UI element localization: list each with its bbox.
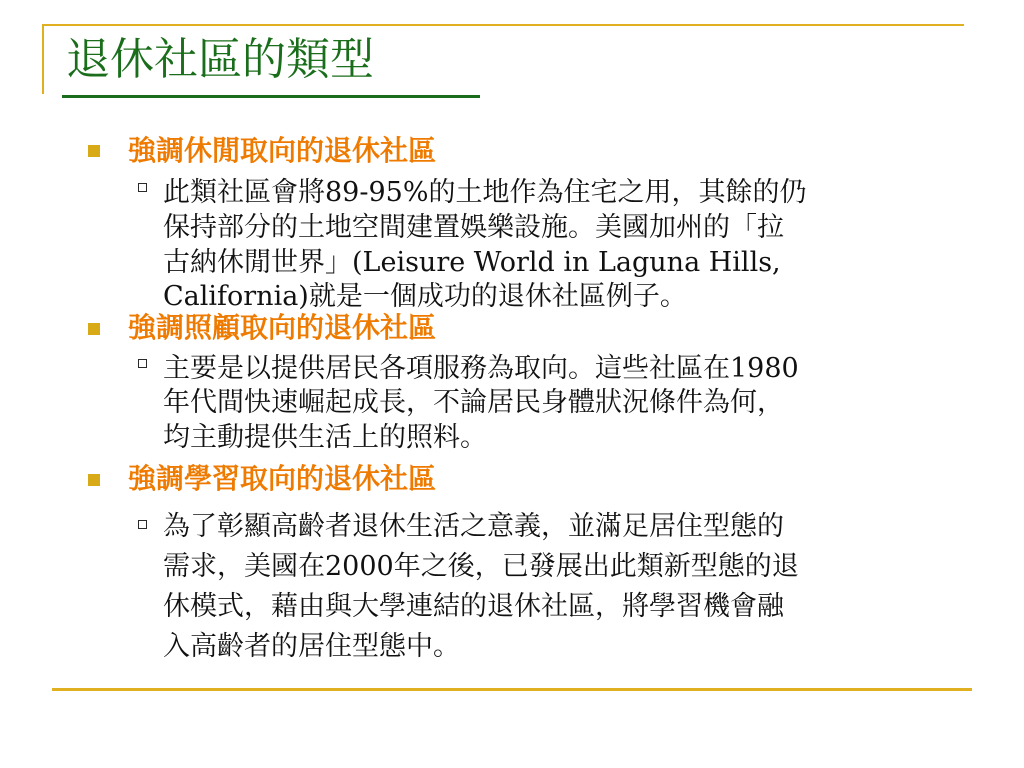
- section-text-line: 為了彰顯高齡者退休生活之意義，並滿足居住型態的: [163, 511, 784, 542]
- section-text-line: 年代間快速崛起成長，不論居民身體狀況條件為何，: [163, 387, 784, 418]
- section-text-line: 保持部分的土地空間建置娛樂設施。美國加州的「拉: [163, 212, 784, 243]
- section-text-line: 古納休閒世界」(Leisure World in Laguna Hills,: [163, 247, 781, 278]
- square-bullet-icon: [88, 323, 100, 335]
- section-text-line: 入高齡者的居住型態中。: [163, 631, 460, 662]
- section-text-line: California)就是一個成功的退休社區例子。: [163, 281, 687, 312]
- hollow-square-bullet-icon: [138, 359, 147, 368]
- section-heading: 強調照顧取向的退休社區: [128, 311, 437, 344]
- square-bullet-icon: [88, 145, 100, 157]
- bottom-border-line: [52, 688, 972, 691]
- section-heading: 強調休閒取向的退休社區: [128, 134, 437, 167]
- section-text-line: 主要是以提供居民各項服務為取向。這些社區在1980: [163, 353, 799, 384]
- hollow-square-bullet-icon: [138, 520, 147, 529]
- section-text-line: 需求，美國在2000年之後，已發展出此類新型態的退: [163, 551, 799, 582]
- section-heading: 強調學習取向的退休社區: [128, 462, 437, 495]
- hollow-square-bullet-icon: [138, 183, 147, 192]
- slide-title: 退休社區的類型: [66, 34, 374, 85]
- section-text-line: 此類社區會將89-95%的土地作為住宅之用，其餘的仍: [163, 177, 807, 208]
- square-bullet-icon: [88, 474, 100, 486]
- section-text-line: 均主動提供生活上的照料。: [163, 422, 487, 453]
- section-text-line: 休模式，藉由與大學連結的退休社區，將學習機會融: [163, 591, 784, 622]
